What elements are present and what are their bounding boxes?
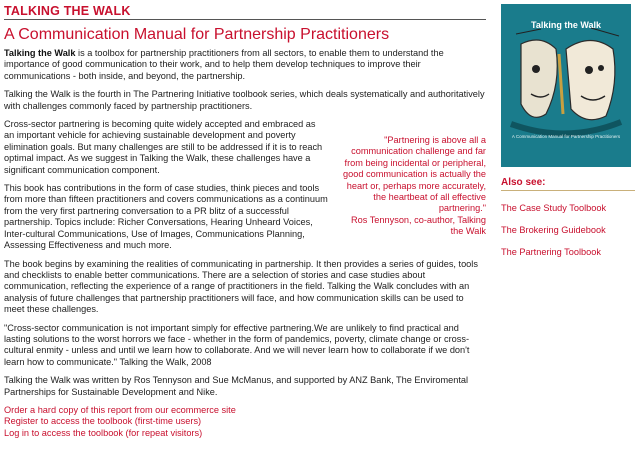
section-title: TALKING THE WALK: [4, 4, 486, 20]
order-link[interactable]: Order a hard copy of this report from our ecommerce site: [4, 404, 236, 415]
pull-quote-attribution: Ros Tennyson, co-author, Talking the Walk: [350, 214, 486, 237]
register-link[interactable]: Register to access the toolbook (first-time users): [4, 416, 202, 427]
also-see-heading: Also see:: [501, 177, 635, 191]
sidebar: [501, 4, 635, 257]
login-link[interactable]: Log in to access the toolbook (for repeat visitors): [4, 427, 203, 438]
brokering-guidebook-link[interactable]: The Brokering Guidebook: [501, 225, 606, 235]
cover-subtitle: A Communication Manual for Partnership Practitioners: [511, 134, 621, 139]
case-study-toolbook-link[interactable]: The Case Study Toolbook: [501, 203, 607, 213]
pull-quote: [338, 135, 486, 238]
pull-quote-text: "Partnering is above all a communication challenge and far from being incidental or peripheral, good communication is actually the heart or, perhaps more accurately, the heartbeat of all effective partnering.": [343, 135, 486, 214]
page-title: A Communication Manual for Partnership Practitioners: [4, 26, 390, 43]
paragraph-contributions: This book has contributions in the form of case studies, think pieces and tools from more than fifteen practitioners and covers communications as a continuum from the very first partnering conversation to a PR blitz of a successful partnership. Topics include: Richer Conversations, Hearing Unheard Voices, Inter-cultural Communications, Use of Images, Communications Planning, Assessing Effectiveness and much more.: [4, 183, 328, 251]
book-cover-image: [501, 4, 631, 167]
paragraph-authors: Talking the Walk was written by Ros Tennyson and Sue McManus, and supported by ANZ Bank, The Enviromental Partnerships for Sustainable Development and Nike.: [4, 375, 469, 397]
paragraph-series: Talking the Walk is the fourth in The Partnering Initiative toolbook series, which deals systematically and authoritatively with challenges commonly faced by partnership practitioners.: [4, 89, 485, 111]
cover-title: Talking the Walk: [530, 20, 601, 30]
action-links: [4, 405, 486, 439]
paragraph-cross-sector: Cross-sector partnering is becoming quite widely accepted and embraced as an important vehicle for achieving sustainable development and poverty elimination goals. But many challenges are still to be addressed if it is to reach optimal impact. As we suggest in Talking the Walk, these challenges have a significant communication component.: [4, 119, 323, 175]
paragraph-quote: "Cross-sector communication is not important simply for effective partnering.We are unlikely to find practical and lasting solutions to the worst horrors we face - whether in the form of pandemics, poverty, climate change or cross-cultural enmity - unless and until we learn how to collaborate. And we will never learn how to collaborate if we don't learn how to communicate." Talking the Walk, 2008: [4, 322, 470, 367]
partnering-toolbook-link[interactable]: The Partnering Toolbook: [501, 247, 601, 257]
paragraph-begins: The book begins by examining the realities of communicating in partnership. It then provides a series of guides, tools and checklists to enable better communications. There are a selection of stories and case studies about communication, reflecting the experience of a range of practitioners in the field. Talking the Walk concludes with an analysis of future challenges that partnership practitioners will face, and how communication skills can be used to meet these challenges.: [4, 258, 478, 315]
intro-paragraph: [4, 48, 486, 82]
intro-text: is a toolbox for partnership practitioners from all sectors, to enable them to understand the importance of good communication to their work, and to help them develop techniques to improve their communications - both inside, and beyond, the partnership.: [4, 48, 444, 81]
main-content: [4, 4, 486, 439]
intro-bold: Talking the Walk: [4, 48, 76, 58]
